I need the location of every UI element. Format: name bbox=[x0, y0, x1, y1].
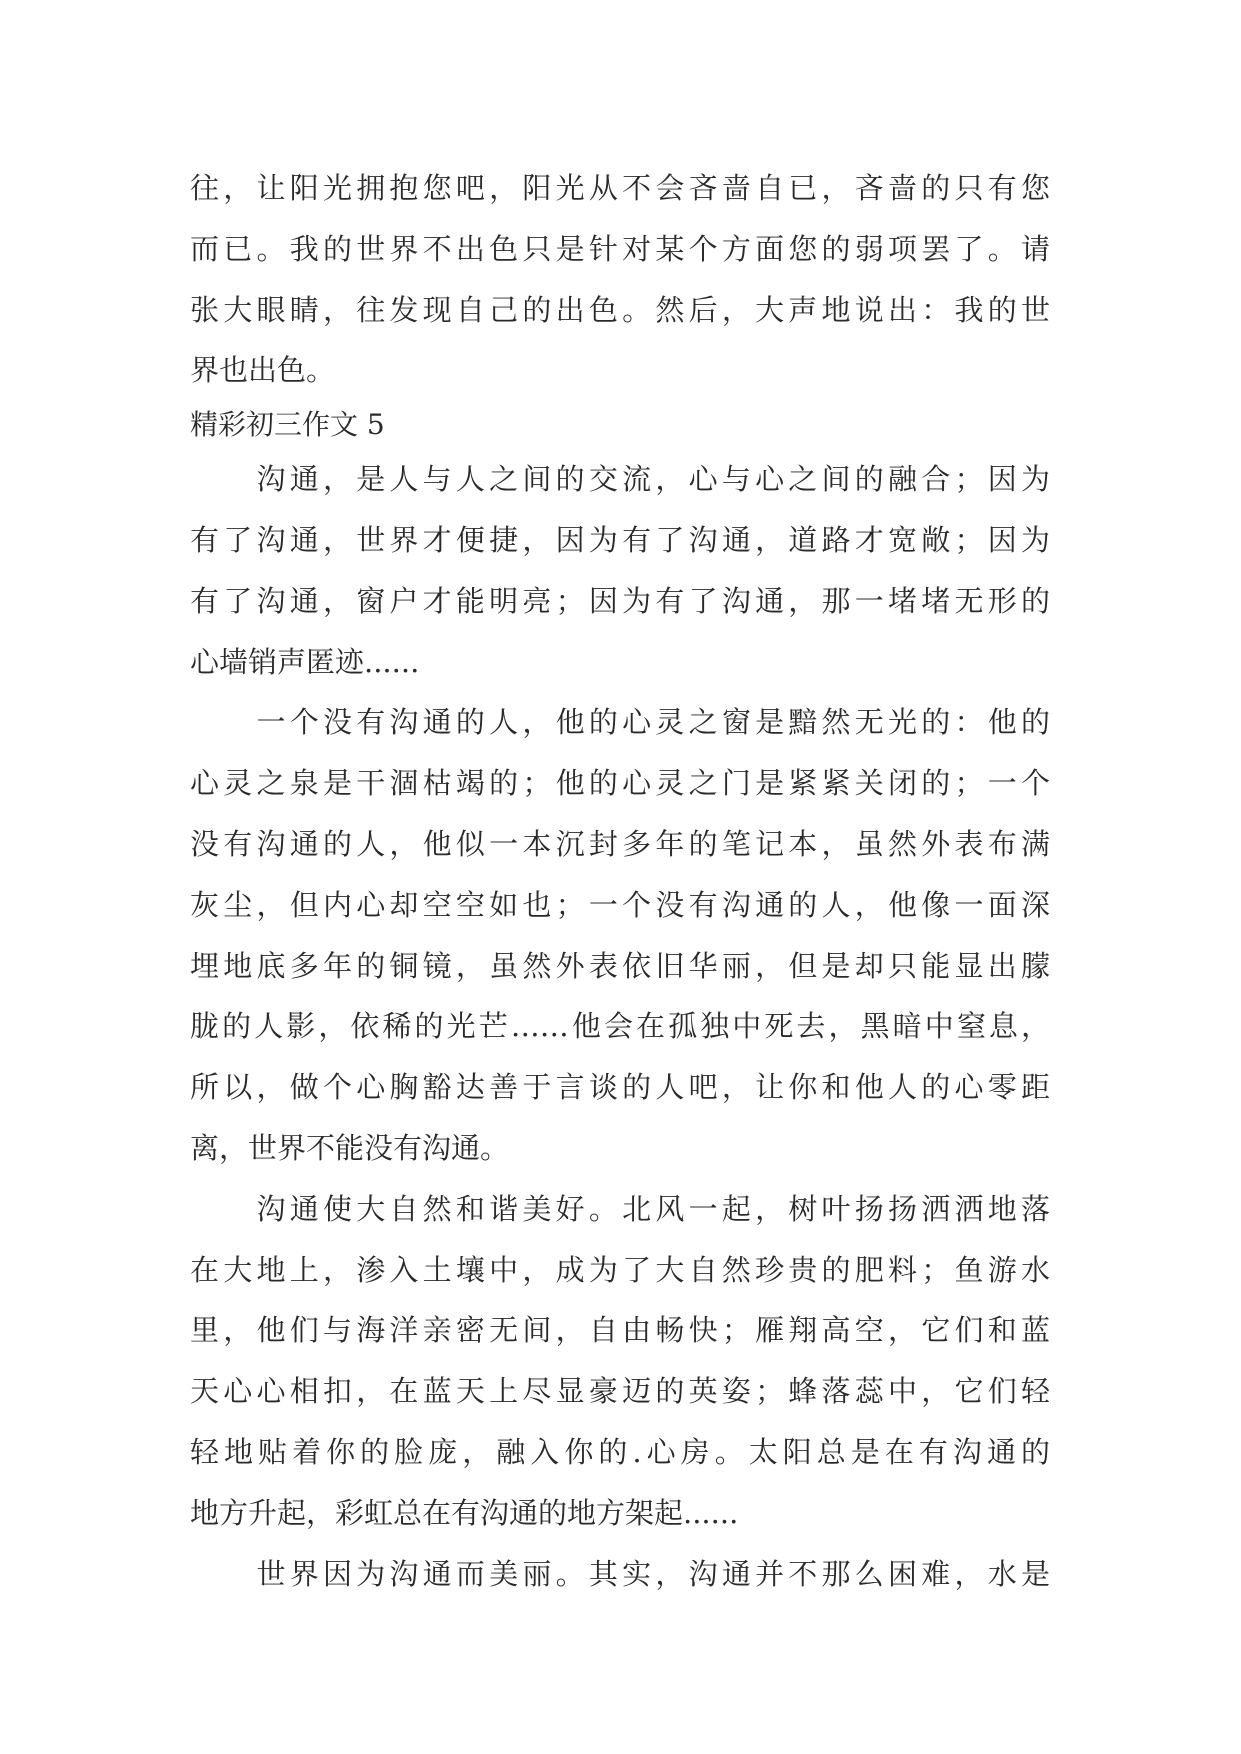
text-line: 张大眼睛，往发现自己的出色。然后，大声地说出：我的世 bbox=[190, 292, 1050, 327]
text-line: 埋地底多年的铜镜，虽然外表依旧华丽，但是却只能显出朦 bbox=[190, 948, 1050, 983]
text-line: 沟通，是人与人之间的交流，心与心之间的融合；因为 bbox=[190, 462, 1050, 497]
text-line: 世界因为沟通而美丽。其实，沟通并不那么困难，水是 bbox=[190, 1556, 1050, 1591]
text-line: 心灵之泉是干涸枯竭的；他的心灵之门是紧紧关闭的；一个 bbox=[190, 766, 1050, 801]
text-line: 所以，做个心胸豁达善于言谈的人吧，让你和他人的心零距 bbox=[190, 1070, 1050, 1105]
text-line: 胧的人影，依稀的光芒……他会在孤独中死去，黑暗中窒息， bbox=[190, 1009, 1050, 1044]
text-line: 在大地上，渗入土壤中，成为了大自然珍贵的肥料；鱼游水 bbox=[190, 1252, 1050, 1287]
text-line: 地方升起，彩虹总在有沟通的地方架起...... bbox=[190, 1495, 739, 1530]
text-line: 而已。我的世界不出色只是针对某个方面您的弱项罢了。请 bbox=[190, 231, 1050, 266]
text-line: 心墙销声匿迹...... bbox=[190, 644, 420, 679]
text-line: 一个没有沟通的人，他的心灵之窗是黯然无光的：他的 bbox=[190, 705, 1050, 740]
text-line: 里，他们与海洋亲密无间，自由畅快；雁翔高空，它们和蓝 bbox=[190, 1313, 1050, 1348]
text-line: 灰尘，但内心却空空如也；一个没有沟通的人，他像一面深 bbox=[190, 887, 1050, 922]
text-line: 天心心相扣，在蓝天上尽显豪迈的英姿；蜂落蕊中，它们轻 bbox=[190, 1374, 1050, 1409]
text-line: 界也出色。 bbox=[190, 353, 336, 388]
text-line: 有了沟通，窗户才能明亮；因为有了沟通，那一堵堵无形的 bbox=[190, 583, 1050, 618]
text-line: 往，让阳光拥抱您吧，阳光从不会吝啬自已，吝啬的只有您 bbox=[190, 171, 1050, 205]
text-line: 有了沟通，世界才便捷，因为有了沟通，道路才宽敞；因为 bbox=[190, 522, 1050, 557]
document-page bbox=[190, 158, 1050, 1604]
text-line: 轻地贴着你的脸庞，融入你的.心房。太阳总是在有沟通的 bbox=[190, 1434, 1050, 1469]
text-line: 沟通使大自然和谐美好。北风一起，树叶扬扬洒洒地落 bbox=[190, 1191, 1050, 1226]
text-line: 没有沟通的人，他似一本沉封多年的笔记本，虽然外表布满 bbox=[190, 826, 1050, 861]
section-heading: 精彩初三作文 5 bbox=[190, 408, 385, 442]
text-line: 离，世界不能没有沟通。 bbox=[190, 1130, 510, 1165]
